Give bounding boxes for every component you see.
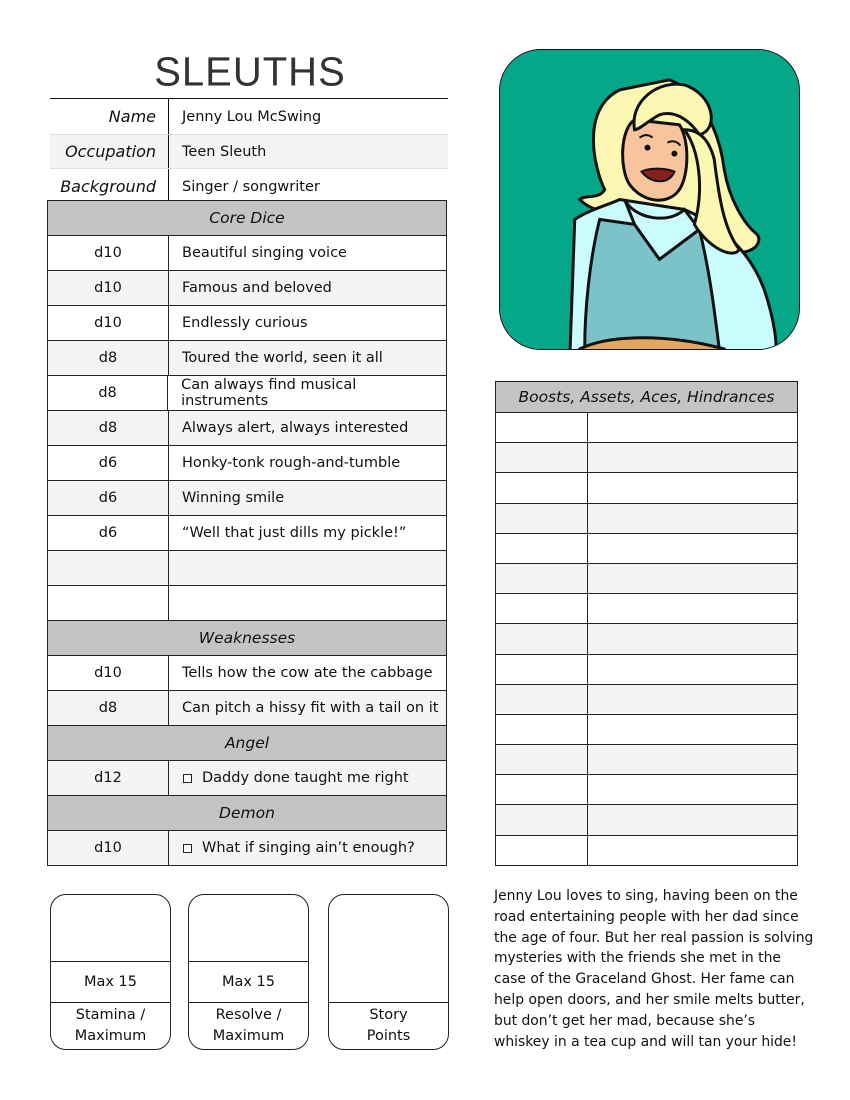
boost-desc-cell[interactable] (588, 504, 797, 533)
die-value[interactable]: d8 (48, 341, 169, 375)
boost-desc-cell[interactable] (588, 775, 797, 804)
die-value[interactable]: d6 (48, 446, 169, 480)
table-row[interactable] (496, 563, 797, 593)
trait-text[interactable]: Famous and beloved (182, 280, 332, 296)
boost-cell[interactable] (496, 443, 588, 472)
resolve-max: Max 15 (189, 962, 308, 1003)
die-value[interactable]: d10 (48, 656, 169, 690)
boost-desc-cell[interactable] (588, 685, 797, 714)
table-row[interactable] (48, 585, 446, 620)
boost-cell[interactable] (496, 655, 588, 684)
name-label: Name (50, 99, 169, 134)
die-value[interactable]: d6 (48, 481, 169, 515)
resolve-label-line1: Resolve / (215, 1007, 282, 1023)
table-row[interactable] (496, 593, 797, 623)
angel-checkbox[interactable] (183, 774, 192, 783)
die-value[interactable] (48, 586, 169, 620)
table-row[interactable] (48, 515, 446, 550)
table-row[interactable] (48, 375, 446, 410)
dice-table (47, 200, 447, 866)
table-row[interactable] (48, 410, 446, 445)
boost-desc-cell[interactable] (588, 745, 797, 774)
table-row[interactable] (496, 654, 797, 684)
resolve-tracker (188, 894, 309, 1050)
boost-desc-cell[interactable] (588, 655, 797, 684)
die-value[interactable]: d10 (48, 306, 169, 340)
boost-cell[interactable] (496, 594, 588, 623)
angel-header: Angel (48, 725, 446, 760)
character-bio: Jenny Lou loves to sing, having been on the road entertaining people with her dad since the age of four. But her real passion is solving mysteries with the friends she met in the case of the Graceland Ghost. Her fame can help open doors, and her smile melts butter, but don’t get her mad, because she’s whiskey in a tea cup and will tan your hide! (494, 888, 814, 1050)
boosts-header: Boosts, Assets, Aces, Hindrances (496, 381, 797, 412)
trait-text[interactable]: Endlessly curious (182, 315, 308, 331)
trait-text[interactable]: Toured the world, seen it all (182, 350, 383, 366)
table-row[interactable] (496, 684, 797, 714)
table-row[interactable] (496, 412, 797, 442)
table-row[interactable] (496, 714, 797, 744)
stamina-label (51, 1003, 170, 1049)
demon-row[interactable] (48, 830, 446, 865)
boost-desc-cell[interactable] (588, 564, 797, 593)
table-row[interactable] (496, 774, 797, 804)
boost-cell[interactable] (496, 413, 588, 442)
boost-desc-cell[interactable] (588, 534, 797, 563)
weakness-text[interactable]: Can pitch a hissy fit with a tail on it (182, 700, 439, 716)
story-label-line1: Story (369, 1007, 408, 1023)
identity-table (50, 98, 448, 204)
boost-cell[interactable] (496, 775, 588, 804)
stamina-label-line2: Maximum (74, 1028, 147, 1044)
angel-text: Daddy done taught me right (202, 770, 409, 786)
occupation-row (50, 134, 448, 169)
weakness-text[interactable]: Tells how the cow ate the cabbage (182, 665, 433, 681)
character-portrait (499, 49, 800, 350)
table-row[interactable] (48, 235, 446, 270)
table-row[interactable] (496, 533, 797, 563)
boost-desc-cell[interactable] (588, 805, 797, 834)
trait-text[interactable] (169, 551, 182, 585)
occupation-field[interactable]: Teen Sleuth (182, 143, 267, 160)
boost-desc-cell[interactable] (588, 413, 797, 442)
table-row[interactable] (48, 550, 446, 585)
trait-text[interactable]: Can always find musical instruments (181, 377, 357, 409)
boost-desc-cell[interactable] (588, 473, 797, 502)
die-value[interactable]: d10 (48, 236, 169, 270)
demon-header: Demon (48, 795, 446, 830)
table-row[interactable] (48, 655, 446, 690)
name-field[interactable]: Jenny Lou McSwing (182, 108, 322, 125)
resolve-label-line2: Maximum (212, 1028, 285, 1044)
demon-text: What if singing ain’t enough? (202, 840, 415, 856)
boosts-table (495, 381, 798, 866)
angel-row[interactable] (48, 760, 446, 795)
table-row[interactable] (48, 305, 446, 340)
story-label-line2: Points (366, 1028, 411, 1044)
table-row[interactable] (48, 690, 446, 725)
boost-desc-cell[interactable] (588, 715, 797, 744)
boost-cell[interactable] (496, 745, 588, 774)
core-dice-header: Core Dice (48, 200, 446, 235)
trait-text[interactable]: Winning smile (182, 490, 285, 506)
die-value[interactable]: d10 (48, 271, 169, 305)
story-points-tracker (328, 894, 449, 1050)
stamina-max: Max 15 (51, 962, 170, 1003)
table-row[interactable] (496, 744, 797, 774)
table-row[interactable] (496, 804, 797, 834)
boost-cell[interactable] (496, 624, 588, 653)
table-row[interactable] (48, 340, 446, 375)
weaknesses-header: Weaknesses (48, 620, 446, 655)
table-row[interactable] (496, 503, 797, 533)
trait-text[interactable]: Beautiful singing voice (182, 245, 347, 261)
stamina-label-line1: Stamina / (75, 1007, 146, 1023)
table-row[interactable] (496, 472, 797, 502)
boost-cell[interactable] (496, 534, 588, 563)
background-field[interactable]: Singer / songwriter (182, 178, 320, 195)
die-value[interactable]: d6 (48, 516, 169, 550)
table-row[interactable] (48, 270, 446, 305)
trait-text[interactable]: Always alert, always interested (182, 420, 409, 436)
boost-cell[interactable] (496, 836, 588, 865)
page-title: SLEUTHS (154, 49, 346, 95)
trait-text[interactable] (169, 586, 182, 620)
resolve-current-field[interactable] (189, 895, 308, 962)
occupation-label: Occupation (50, 135, 169, 168)
character-illustration-icon (500, 50, 799, 349)
story-points-field[interactable] (329, 895, 448, 1003)
die-value[interactable]: d8 (48, 376, 168, 410)
table-row[interactable] (48, 480, 446, 515)
boost-desc-cell[interactable] (588, 443, 797, 472)
die-value[interactable]: d12 (48, 761, 169, 795)
boost-desc-cell[interactable] (588, 594, 797, 623)
boost-cell[interactable] (496, 715, 588, 744)
story-points-label (329, 1003, 448, 1049)
die-value[interactable]: d10 (48, 831, 169, 865)
boost-cell[interactable] (496, 564, 588, 593)
die-value[interactable]: d8 (48, 411, 169, 445)
table-row[interactable] (496, 835, 797, 865)
boost-cell[interactable] (496, 473, 588, 502)
stamina-tracker (50, 894, 171, 1050)
table-row[interactable] (48, 445, 446, 480)
stamina-current-field[interactable] (51, 895, 170, 962)
die-value[interactable]: d8 (48, 691, 169, 725)
trait-text[interactable]: “Well that just dills my pickle!” (182, 525, 407, 541)
boost-desc-cell[interactable] (588, 836, 797, 865)
trait-text[interactable]: Honky-tonk rough-and-tumble (182, 455, 401, 471)
boost-cell[interactable] (496, 805, 588, 834)
resolve-label (189, 1003, 308, 1049)
boost-desc-cell[interactable] (588, 624, 797, 653)
table-row[interactable] (496, 623, 797, 653)
die-value[interactable] (48, 551, 169, 585)
background-row (50, 169, 448, 204)
boost-cell[interactable] (496, 685, 588, 714)
name-row (50, 99, 448, 134)
background-label: Background (50, 169, 169, 204)
demon-checkbox[interactable] (183, 844, 192, 853)
boost-cell[interactable] (496, 504, 588, 533)
table-row[interactable] (496, 442, 797, 472)
